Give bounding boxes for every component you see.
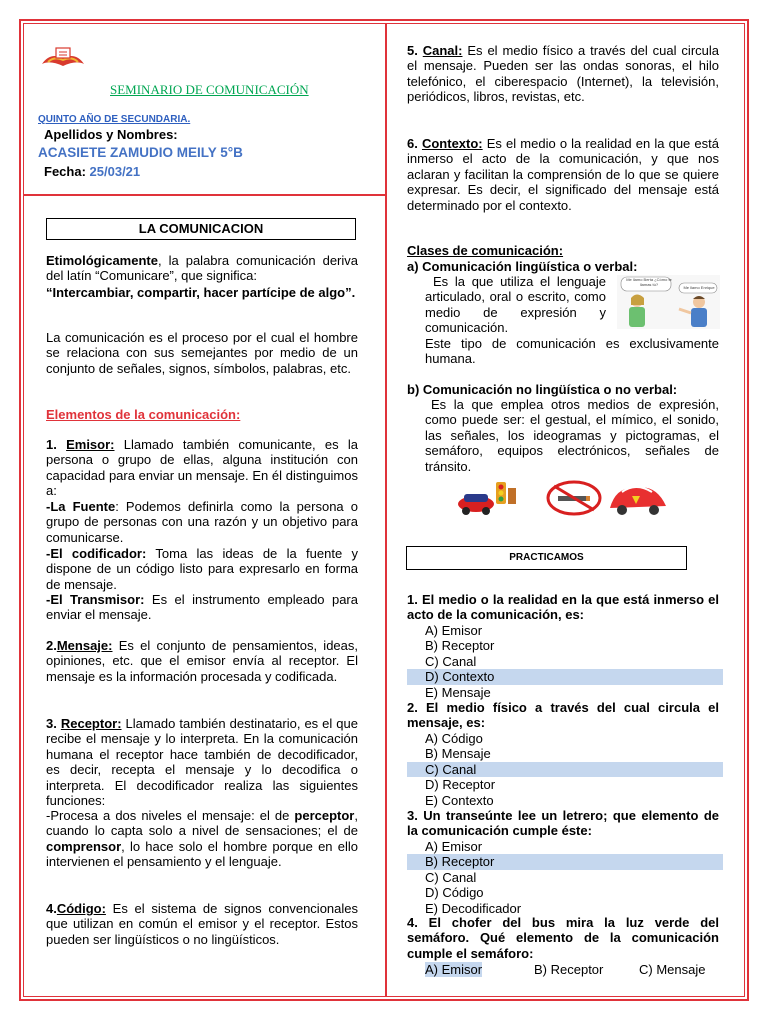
q3-option-c[interactable]: C) Canal: [425, 869, 477, 885]
e6-text: Es el medio o la realidad en la que está inmerso el acto de la comunicación, y que nos aclaran y facilitan la comprensión de lo que se quiere expresar. Es decir, el significado del mensaje está determinado por el contexto.: [407, 136, 719, 213]
crashed-car-icon: [606, 478, 670, 518]
e4-text: Es el sistema de signos convencionales que utilizan en común el emisor y el receptor. Estos pueden ser lingüísticos o no lingüísticos.: [46, 901, 358, 947]
elements-title: Elementos de la comunicación:: [46, 407, 241, 422]
e2-term: Mensaje:: [56, 638, 113, 653]
question-4-options: [407, 962, 719, 977]
element-mensaje: [46, 638, 358, 684]
grade-label: QUINTO AÑO DE SECUNDARIA.: [38, 114, 191, 125]
e3-f2: , cuando lo capta solo a nivel de sensaciones; el de: [46, 808, 358, 839]
e3-term: Receptor:: [60, 716, 122, 731]
column-divider: [385, 24, 387, 996]
date-field: [44, 164, 140, 179]
fuente-term: -La Fuente: [46, 499, 116, 514]
etym-term: Etimológicamente: [46, 253, 158, 268]
no-smoking-sign-icon: [546, 480, 602, 516]
element-canal: [407, 43, 719, 105]
e4-num: 4.: [46, 901, 57, 916]
practice-title-box: [406, 546, 687, 570]
q1-option-c[interactable]: C) Canal: [425, 653, 477, 669]
q3-option-d[interactable]: D) Código: [425, 885, 484, 901]
nonverbal-title: b) Comunicación no lingüística o no verbal:: [407, 382, 678, 397]
q2-option-c-selected[interactable]: C) Canal: [407, 762, 723, 777]
header-divider: [24, 194, 385, 196]
e2-num: 2.: [46, 638, 57, 653]
seminar-title: SEMINARIO DE COMUNICACIÓN: [110, 82, 309, 97]
practice-title: PRACTICAMOS: [509, 552, 584, 563]
e5-num: 5.: [407, 43, 423, 58]
intro-paragraph: La comunicación es el proceso por el cual el hombre se relaciona con sus semejantes por medio de un conjunto de señales, signos, símbolos, palabras, etc.: [46, 330, 358, 376]
comprensor-term: comprensor: [46, 838, 122, 854]
e3-text: Llamado también destinatario, es el que recibe el mensaje y lo interpreta. En la comunicación humana el receptor hace también de decodificador, es decir, recepta el mensaje y lo decodifica o interpreta. El decodificador realiza las siguientes funciones:: [46, 716, 358, 809]
trans-term: -El Transmisor:: [46, 592, 145, 607]
verbal-text-2: Este tipo de comunicación es exclusivamente humana.: [425, 336, 719, 367]
question-2: 2. El medio físico a través del cual circula el mensaje, es:: [407, 700, 719, 731]
e3-f3: , lo hace solo el hombre porque en ello intervienen el pensamiento y el lenguaje.: [46, 838, 358, 870]
etym-text: , la palabra comunicación deriva del latín “Comunicare”, que significa:: [46, 253, 358, 284]
date-label: Fecha:: [44, 164, 86, 179]
q1-option-b[interactable]: B) Receptor: [425, 638, 495, 654]
q2-option-b[interactable]: B) Mensaje: [425, 746, 491, 762]
e2-text: Es el conjunto de pensamientos, ideas, opiniones, etc. que el emisor envía al receptor. El mensaje es la información procesada y codificada.: [46, 638, 358, 684]
question-1: 1. El medio o la realidad en la que está inmerso el acto de la comunicación, es:: [407, 592, 719, 623]
nonverbal-text: Es la que emplea otros medios de expresión, como puede ser: el gestual, el mímico, el sonido, las señales, los ideogramas y pictogramas, el semáforo, equipos electrónicos, señales de tránsito.: [425, 397, 719, 474]
e1-text: Llamado también comunicante, es la persona o grupo de ellas, alguna institución con capacidad para enviar un mensaje. En él distinguimos a:: [46, 437, 358, 499]
fuente-paragraph: [46, 499, 358, 545]
e1-term: Emisor:: [66, 437, 115, 452]
codif-text: Toma las ideas de la fuente y dispone de un código listo para expresarlo en forma de mensaje.: [46, 546, 358, 592]
e4-term: Código:: [56, 901, 106, 916]
section-title: LA COMUNICACION: [138, 221, 264, 236]
codif-term: -El codificador:: [46, 546, 147, 561]
question-3: 3. Un transeúnte lee un letrero; que elemento de la comunicación cumple éste:: [407, 808, 719, 839]
perceptor-term: perceptor: [294, 808, 355, 823]
q2-option-e[interactable]: E) Contexto: [425, 792, 494, 808]
names-label: Apellidos y Nombres:: [44, 127, 178, 142]
e3-num: 3.: [46, 716, 61, 731]
fuente-text: : Podemos definirla como la persona o grupo de personas con una razón y un objetivo para comunicarse.: [46, 499, 358, 545]
etym-meaning: “Intercambiar, compartir, hacer partícipe de algo”.: [46, 285, 356, 300]
q1-option-e[interactable]: E) Mensaje: [425, 684, 491, 700]
e6-num: 6.: [407, 136, 422, 151]
q2-option-a[interactable]: A) Código: [425, 731, 483, 746]
question-2-options: [407, 731, 719, 808]
verbal-text: Es la que utiliza el lenguaje articulado, oral o escrito, como medio de expresión y comunicación.: [425, 274, 606, 336]
car-traffic-light-icon: [456, 478, 522, 516]
date-value: 25/03/21: [89, 164, 141, 179]
element-contexto: [407, 136, 719, 213]
q3-option-e[interactable]: E) Decodificador: [425, 900, 522, 916]
school-logo: [40, 44, 86, 72]
q4-option-b[interactable]: B) Receptor: [534, 962, 604, 977]
q1-option-d-selected[interactable]: D) Contexto: [407, 669, 723, 684]
verbal-title: a) Comunicación lingüística o verbal:: [407, 259, 638, 274]
question-1-options: [407, 623, 719, 700]
bubble-text-1: Me llamo Berta ¿Cómo te llamas tú?: [626, 277, 672, 287]
q2-option-d[interactable]: D) Receptor: [425, 777, 496, 793]
etymology-paragraph: [46, 253, 358, 284]
transmisor-paragraph: [46, 592, 358, 623]
codificador-paragraph: [46, 546, 358, 592]
e6-term: Contexto:: [421, 136, 483, 151]
e5-term: Canal:: [422, 43, 463, 58]
element-receptor: [46, 716, 358, 808]
classes-title: Clases de comunicación:: [407, 243, 564, 258]
q1-option-a[interactable]: A) Emisor: [425, 623, 483, 638]
trans-text: Es el instrumento empleado para enviar el mensaje.: [46, 592, 358, 623]
student-name: ACASIETE ZAMUDIO MEILY 5°B: [38, 145, 243, 160]
section-title-box: [46, 218, 356, 240]
q3-option-a[interactable]: A) Emisor: [425, 839, 483, 854]
e3-f1: -Procesa a dos niveles el mensaje: el de: [46, 808, 295, 823]
element-emisor: [46, 437, 358, 499]
element-codigo: [46, 901, 358, 947]
question-4: 4. El chofer del bus mira la luz verde del semáforo. Qué elemento de la comunicación cumple el semáforo:: [407, 915, 719, 961]
bubble-text-2: Me llamo Enrique: [683, 285, 715, 290]
q4-option-a-selected[interactable]: A) Emisor: [425, 962, 483, 977]
receptor-functions: [46, 808, 358, 870]
e1-num: 1.: [46, 437, 67, 452]
q4-option-c[interactable]: C) Mensaje: [639, 962, 706, 977]
q3-option-b-selected[interactable]: B) Receptor: [407, 854, 723, 869]
e5-text: Es el medio físico a través del cual circula el mensaje. Pueden ser las ondas sonoras, el hilo telefónico, el ciberespacio (Internet), la televisión, periódicos, libros, revistas, etc.: [407, 43, 719, 105]
question-3-options: [407, 839, 719, 916]
